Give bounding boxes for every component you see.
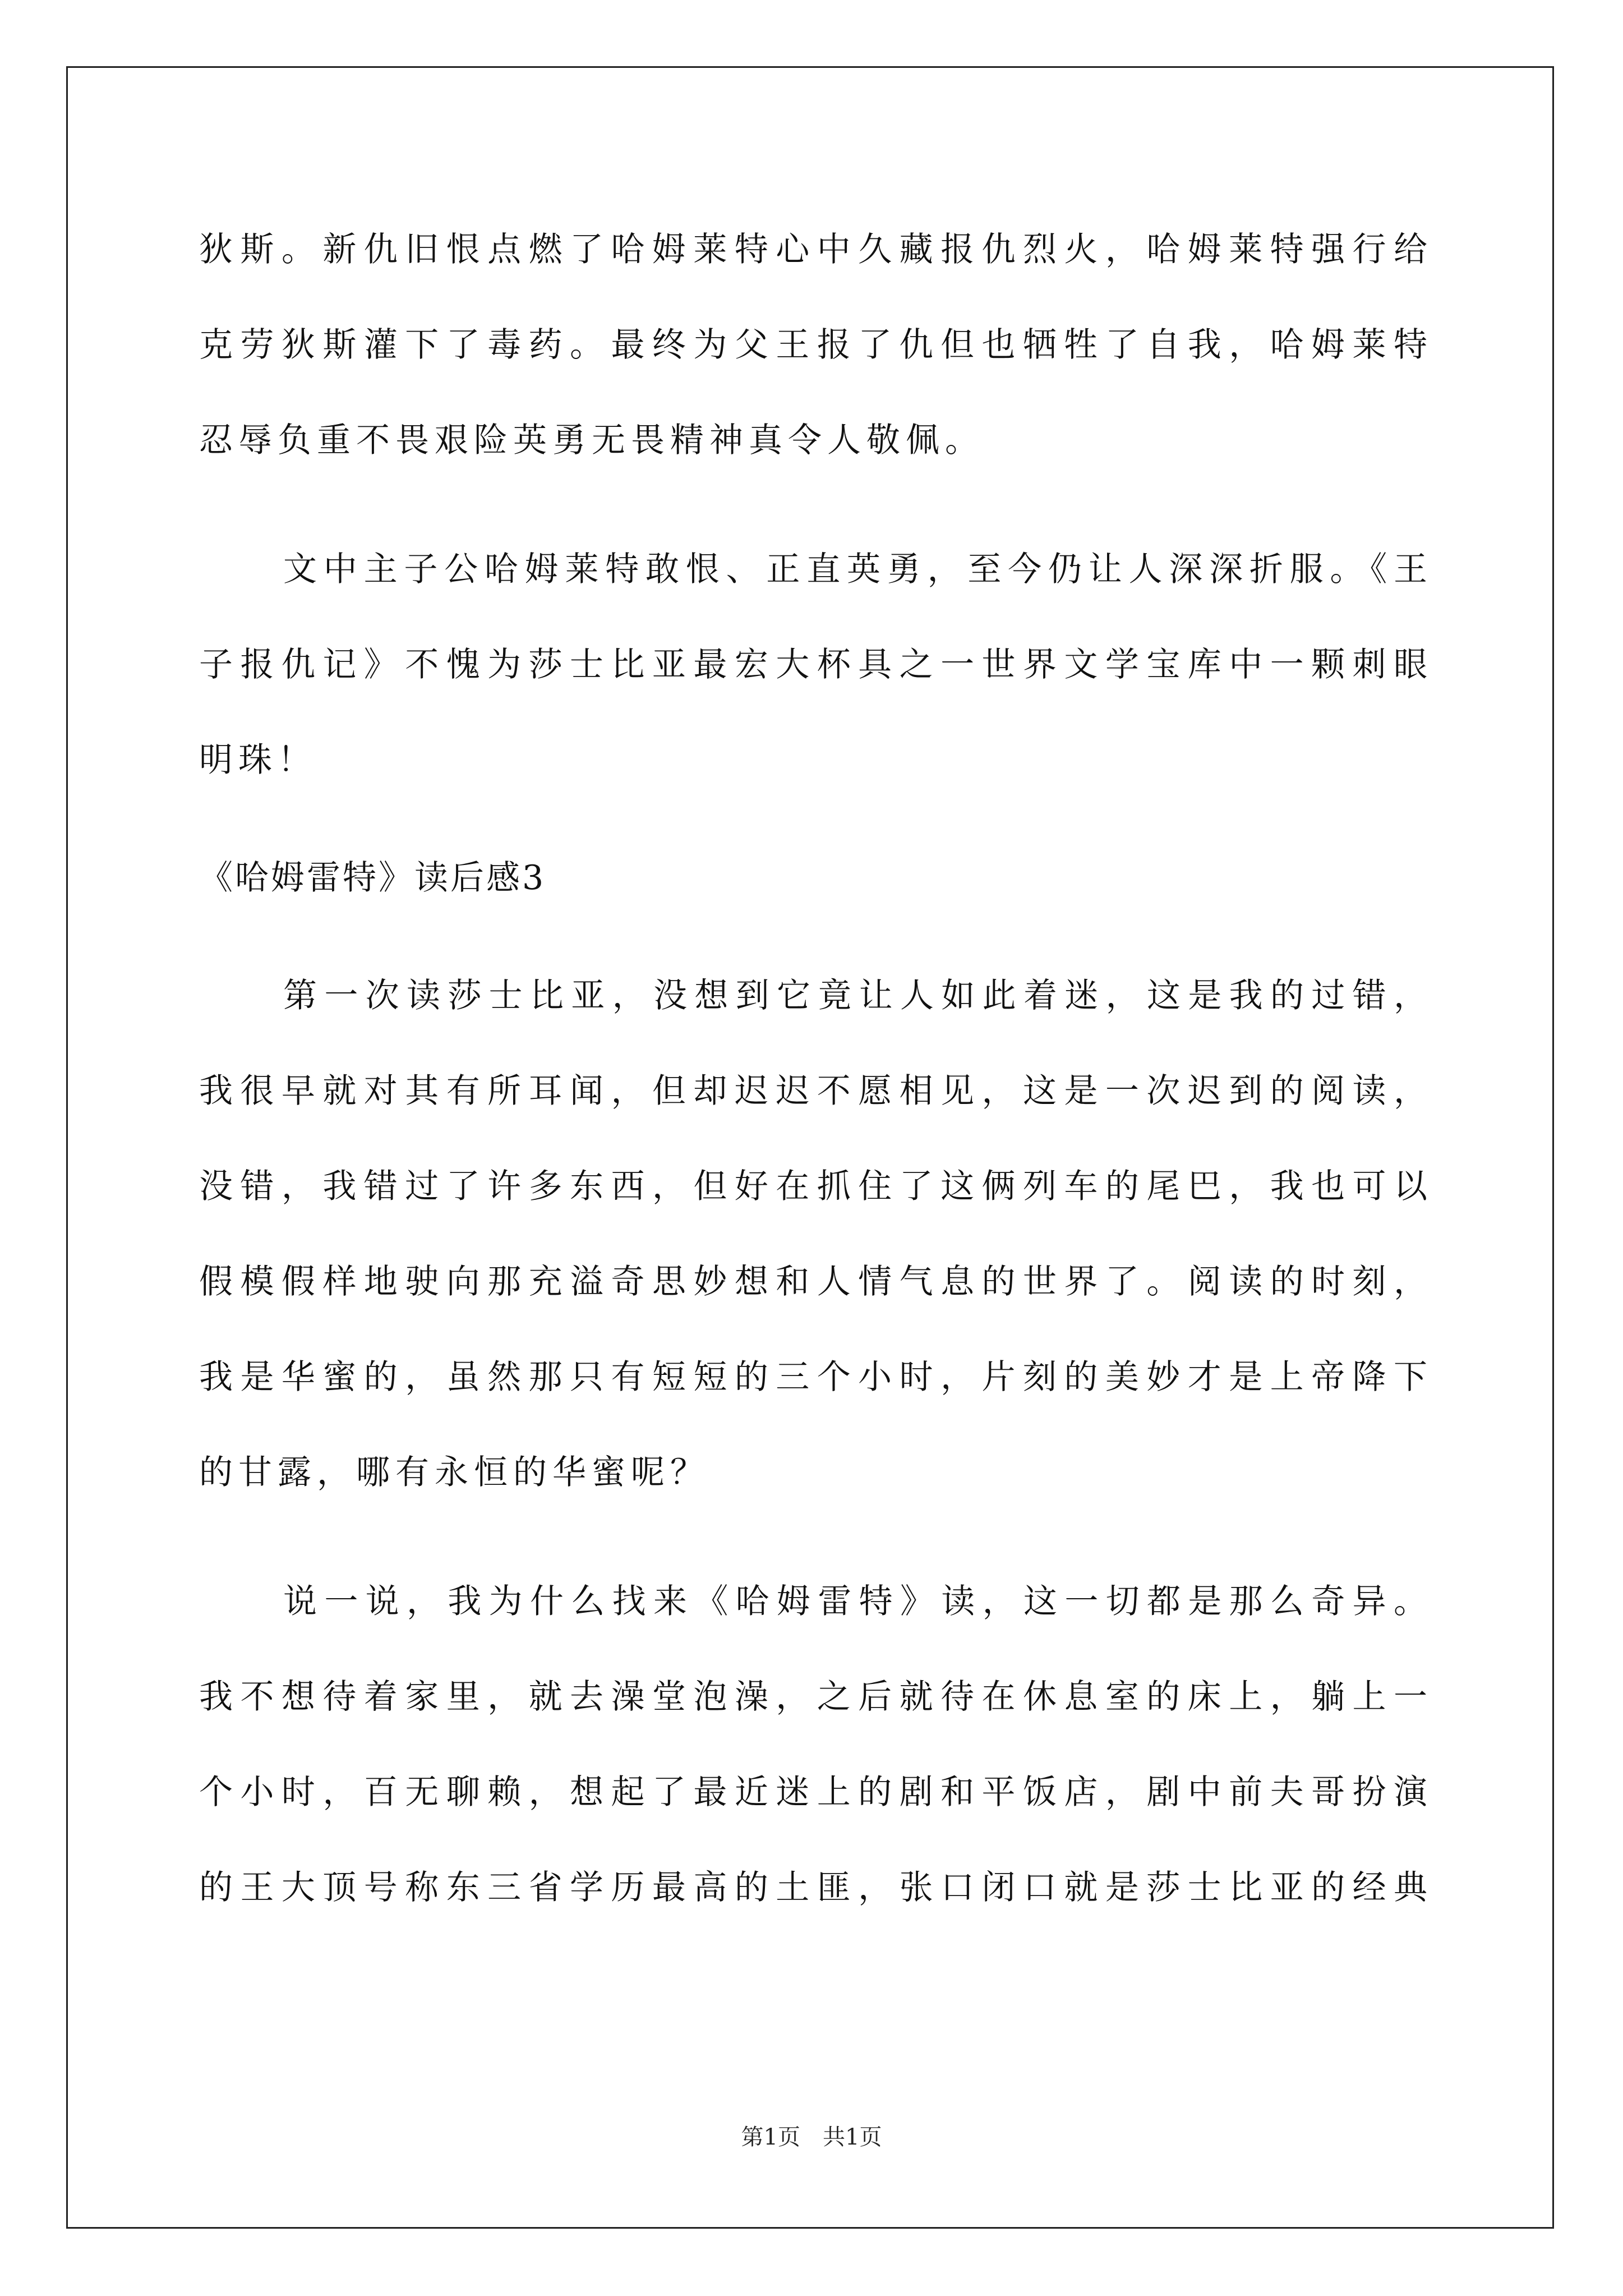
section-heading: 《哈姆雷特》读后感3 [199, 858, 546, 898]
text-line: 没错，我错过了许多东西，但好在抓住了这俩列车的尾巴，我也可以 [199, 1167, 1427, 1206]
text-line: 的王大顶号称东三省学历最高的土匪，张口闭口就是莎士比亚的经典 [199, 1868, 1427, 1907]
text-line: 的甘露，哪有永恒的华蜜呢？ [199, 1453, 709, 1492]
text-line: 狄斯。新仇旧恨点燃了哈姆莱特心中久藏报仇烈火，哈姆莱特强行给 [199, 230, 1427, 269]
text-line: 假模假样地驶向那充溢奇思妙想和人情气息的世界了。阅读的时刻， [199, 1262, 1427, 1301]
text-line: 我是华蜜的，虽然那只有短短的三个小时，片刻的美妙才是上帝降下 [199, 1358, 1427, 1397]
text-line: 文中主子公哈姆莱特敢恨、正直英勇，至今仍让人深深折服。《王 [283, 550, 1427, 589]
text-line: 个小时，百无聊赖，想起了最近迷上的剧和平饭店，剧中前夫哥扮演 [199, 1773, 1427, 1812]
text-line: 子报仇记》不愧为莎士比亚最宏大杯具之一世界文学宝库中一颗刺眼 [199, 645, 1427, 684]
text-line: 克劳狄斯灌下了毒药。最终为父王报了仇但也牺牲了自我，哈姆莱特 [199, 325, 1427, 365]
text-line: 明珠！ [199, 740, 317, 780]
text-line: 说一说，我为什么找来《哈姆雷特》读，这一切都是那么奇异。 [283, 1582, 1427, 1621]
text-line: 忍辱负重不畏艰险英勇无畏精神真令人敬佩。 [199, 421, 984, 460]
page-footer: 第1页 共1页 [741, 2124, 882, 2150]
text-line: 第一次读莎士比亚，没想到它竟让人如此着迷，这是我的过错， [283, 976, 1427, 1015]
text-line: 我很早就对其有所耳闻，但却迟迟不愿相见，这是一次迟到的阅读， [199, 1071, 1427, 1111]
text-line: 我不想待着家里，就去澡堂泡澡，之后就待在休息室的床上，躺上一 [199, 1677, 1427, 1717]
